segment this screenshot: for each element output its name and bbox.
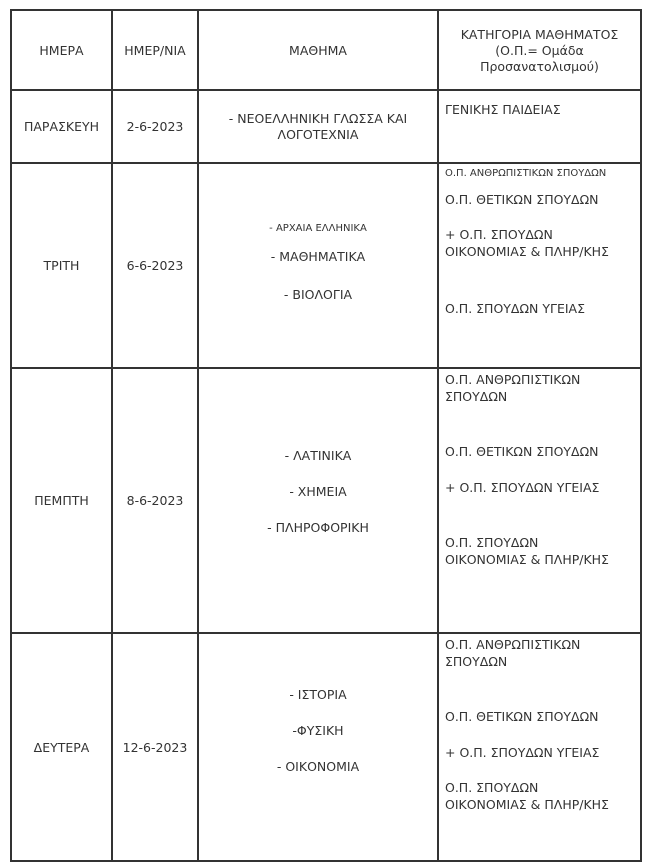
header-category	[438, 10, 641, 90]
date-cell: 6-6-2023	[112, 163, 198, 368]
category-cell	[438, 633, 641, 861]
category-item: Ο.Π. ΘΕΤΙΚΩΝ ΣΠΟΥΔΩΝ	[445, 192, 599, 207]
header-row	[11, 10, 641, 90]
table-row	[11, 368, 641, 633]
day-cell: ΠΕΜΠΤΗ	[11, 368, 112, 633]
category-item: Ο.Π. ΑΝΘΡΩΠΙΣΤΙΚΩΝ	[445, 372, 581, 387]
day-cell: ΠΑΡΑΣΚΕΥΗ	[11, 90, 112, 163]
category-item: + Ο.Π. ΣΠΟΥΔΩΝ ΥΓΕΙΑΣ	[445, 480, 600, 495]
table-row	[11, 90, 641, 163]
category-cell	[438, 163, 641, 368]
category-item: Ο.Π. ΣΠΟΥΔΩΝ	[445, 780, 539, 795]
day-cell: ΔΕΥΤΕΡΑ	[11, 633, 112, 861]
category-item: ΓΕΝΙΚΗΣ ΠΑΙΔΕΙΑΣ	[445, 102, 561, 117]
subject-item: - ΝΕΟΕΛΛΗΝΙΚΗ ΓΛΩΣΣΑ ΚΑΙ	[228, 110, 408, 126]
header-category-line3: Προσανατολισμού)	[480, 59, 599, 74]
category-item: ΣΠΟΥΔΩΝ	[445, 654, 508, 669]
category-item: + Ο.Π. ΣΠΟΥΔΩΝ	[445, 227, 553, 242]
category-item: Ο.Π. ΘΕΤΙΚΩΝ ΣΠΟΥΔΩΝ	[445, 709, 599, 724]
subject-item: - ΛΑΤΙΝΙΚΑ	[284, 447, 352, 463]
date-cell: 2-6-2023	[112, 90, 198, 163]
exam-schedule-table	[10, 9, 642, 862]
header-subject: ΜΑΘΗΜΑ	[198, 10, 438, 90]
category-item: Ο.Π. ΑΝΘΡΩΠΙΣΤΙΚΩΝ ΣΠΟΥΔΩΝ	[445, 168, 607, 179]
category-item: Ο.Π. ΘΕΤΙΚΩΝ ΣΠΟΥΔΩΝ	[445, 444, 599, 459]
table-row	[11, 633, 641, 861]
header-date: ΗΜΕΡ/ΝΙΑ	[112, 10, 198, 90]
category-item: ΟΙΚΟΝΟΜΙΑΣ & ΠΛΗΡ/ΚΗΣ	[445, 797, 609, 812]
header-day: ΗΜΕΡΑ	[11, 10, 112, 90]
subject-item: - ΒΙΟΛΟΓΙΑ	[283, 286, 353, 302]
date-cell: 8-6-2023	[112, 368, 198, 633]
header-category-line2: (Ο.Π.= Ομάδα	[495, 43, 584, 58]
subject-item: - ΟΙΚΟΝΟΜΙΑ	[276, 759, 360, 774]
category-item: Ο.Π. ΣΠΟΥΔΩΝ ΥΓΕΙΑΣ	[445, 301, 585, 316]
subject-item: - ΠΛΗΡΟΦΟΡΙΚΗ	[267, 519, 369, 535]
header-category-line1: ΚΑΤΗΓΟΡΙΑ ΜΑΘΗΜΑΤΟΣ	[460, 27, 619, 42]
subject-item: - ΧΗΜΕΙΑ	[289, 483, 347, 499]
subject-item: ΛΟΓΟΤΕΧΝΙΑ	[277, 126, 359, 142]
day-cell: ΤΡΙΤΗ	[11, 163, 112, 368]
category-cell	[438, 90, 641, 163]
category-item: ΟΙΚΟΝΟΜΙΑΣ & ΠΛΗΡ/ΚΗΣ	[445, 552, 609, 567]
category-item: ΟΙΚΟΝΟΜΙΑΣ & ΠΛΗΡ/ΚΗΣ	[445, 244, 609, 259]
subject-cell	[198, 163, 438, 368]
date-cell: 12-6-2023	[112, 633, 198, 861]
category-item: Ο.Π. ΑΝΘΡΩΠΙΣΤΙΚΩΝ	[445, 637, 581, 652]
subject-item: - ΙΣΤΟΡΙΑ	[289, 687, 347, 702]
category-cell	[438, 368, 641, 633]
category-item: Ο.Π. ΣΠΟΥΔΩΝ	[445, 535, 539, 550]
category-item: + Ο.Π. ΣΠΟΥΔΩΝ ΥΓΕΙΑΣ	[445, 745, 600, 760]
subject-cell	[198, 633, 438, 861]
subject-cell	[198, 368, 438, 633]
subject-item: -ΦΥΣΙΚΗ	[292, 723, 344, 738]
table-row	[11, 163, 641, 368]
subject-cell	[198, 90, 438, 163]
subject-item: - ΜΑΘΗΜΑΤΙΚΑ	[270, 248, 366, 264]
subject-item: - ΑΡΧΑΙΑ ΕΛΛΗΝΙΚΑ	[269, 222, 367, 234]
category-item: ΣΠΟΥΔΩΝ	[445, 389, 508, 404]
